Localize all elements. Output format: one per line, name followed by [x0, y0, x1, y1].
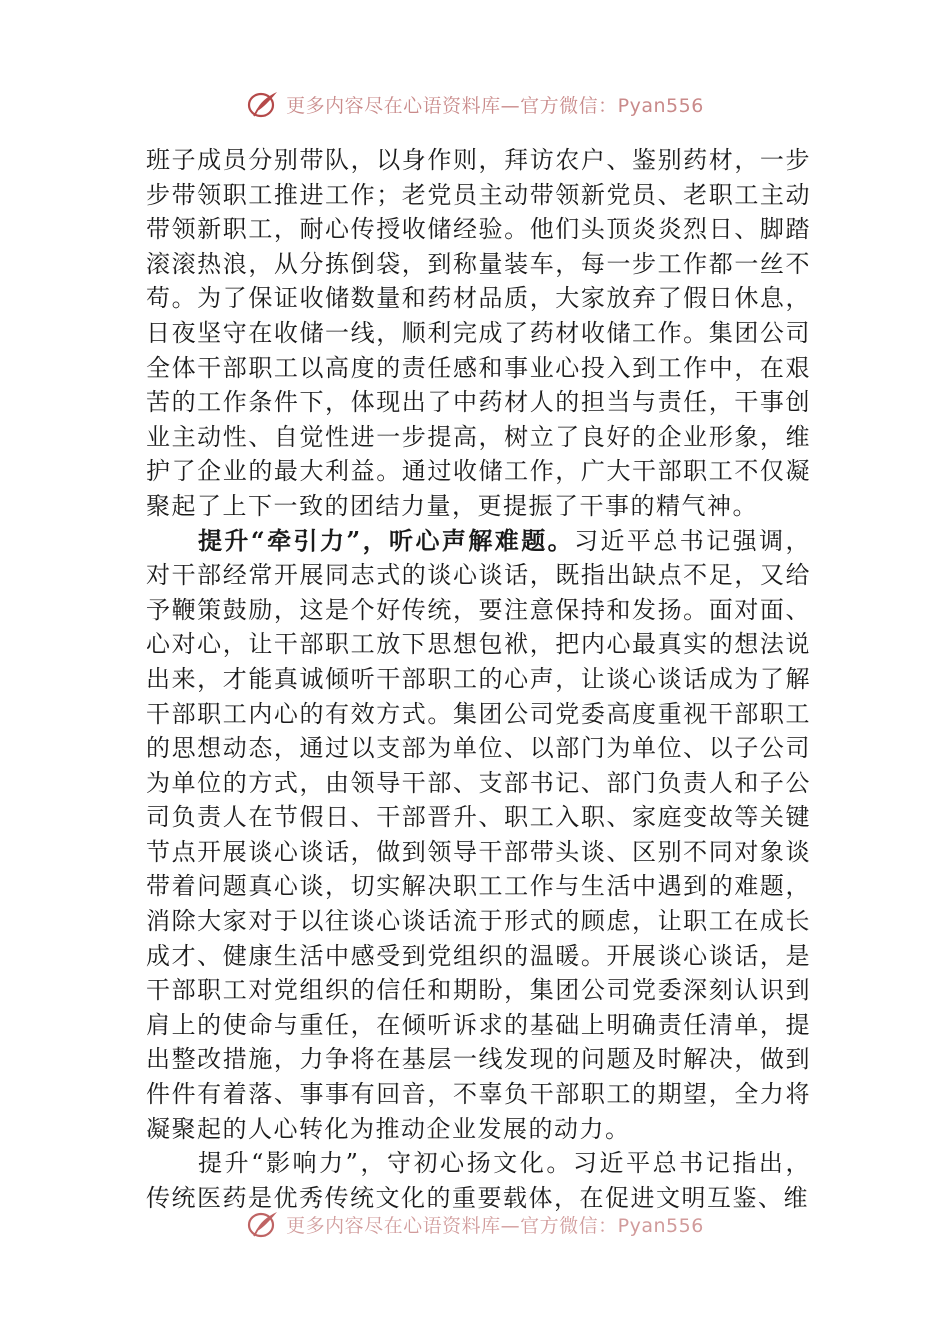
watermark-header [0, 86, 950, 122]
watermark-footer [0, 1206, 950, 1242]
document-body [146, 143, 811, 1215]
paragraph-1-text: 班子成员分别带队，以身作则，拜访农户、鉴别药材，一步步带领职工推进工作；老党员主动带领新党员、老职工主动带领新职工，耐心传授收储经验。他们头顶炎炎烈日、脚踏滚滚热浪，从分拣倒袋，到称量装车，每一步工作都一丝不苟。为了保证收储数量和药材品质，大家放弃了假日休息，日夜坚守在收储一线，顺利完成了药材收储工作。集团公司全体干部职工以高度的责任感和事业心投入到工作中，在艰苦的工作条件下，体现出了中药材人的担当与责任，干事创业主动性、自觉性进一步提高，树立了良好的企业形象，维护了企业的最大利益。通过收储工作，广大干部职工不仅凝聚起了上下一致的团结力量，更提振了干事的精气神。 [146, 146, 811, 520]
paragraph-2-text: 习近平总书记强调，对干部经常开展同志式的谈心谈话，既指出缺点不足，又给予鞭策鼓励，这是个好传统，要注意保持和发扬。面对面、心对心，让干部职工放下思想包袱，把内心最真实的想法说出来，才能真诚倾听干部职工的心声，让谈心谈话成为了解干部职工内心的有效方式。集团公司党委高度重视干部职工的思想动态，通过以支部为单位、以部门为单位、以子公司为单位的方式，由领导干部、支部书记、部门负责人和子公司负责人在节假日、干部晋升、职工入职、家庭变故等关键节点开展谈心谈话，做到领导干部带头谈、区别不同对象谈带着问题真心谈，切实解决职工工作与生活中遇到的难题，消除大家对于以往谈心谈话流于形式的顾虑，让职工在成长成才、健康生活中感受到党组织的温暖。开展谈心谈话，是干部职工对党组织的信任和期盼，集团公司党委深刻认识到肩上的使命与重任，在倾听诉求的基础上明确责任清单，提出整改措施，力争将在基层一线发现的问题及时解决，做到件件有着落、事事有回音，不辜负干部职工的期望，全力将凝聚起的人心转化为推动企业发展的动力。 [146, 526, 812, 1143]
quill-circle-logo-icon [246, 1209, 280, 1239]
watermark-text: 更多内容尽在心语资料库—官方微信：Pyan556 [286, 94, 704, 117]
paragraph-3-text: 提升“影响力”，守初心扬文化。习近平总书记指出，传统医药是优秀传统文化的重要载体，在促进文明互鉴、维 [146, 1149, 811, 1212]
paragraph-2 [146, 524, 811, 1147]
quill-circle-logo-icon [246, 89, 280, 119]
paragraph-1 [146, 143, 811, 524]
watermark-text: 更多内容尽在心语资料库—官方微信：Pyan556 [286, 1214, 704, 1237]
paragraph-2-lead: 提升“牵引力”，听心声解难题。 [198, 525, 575, 555]
